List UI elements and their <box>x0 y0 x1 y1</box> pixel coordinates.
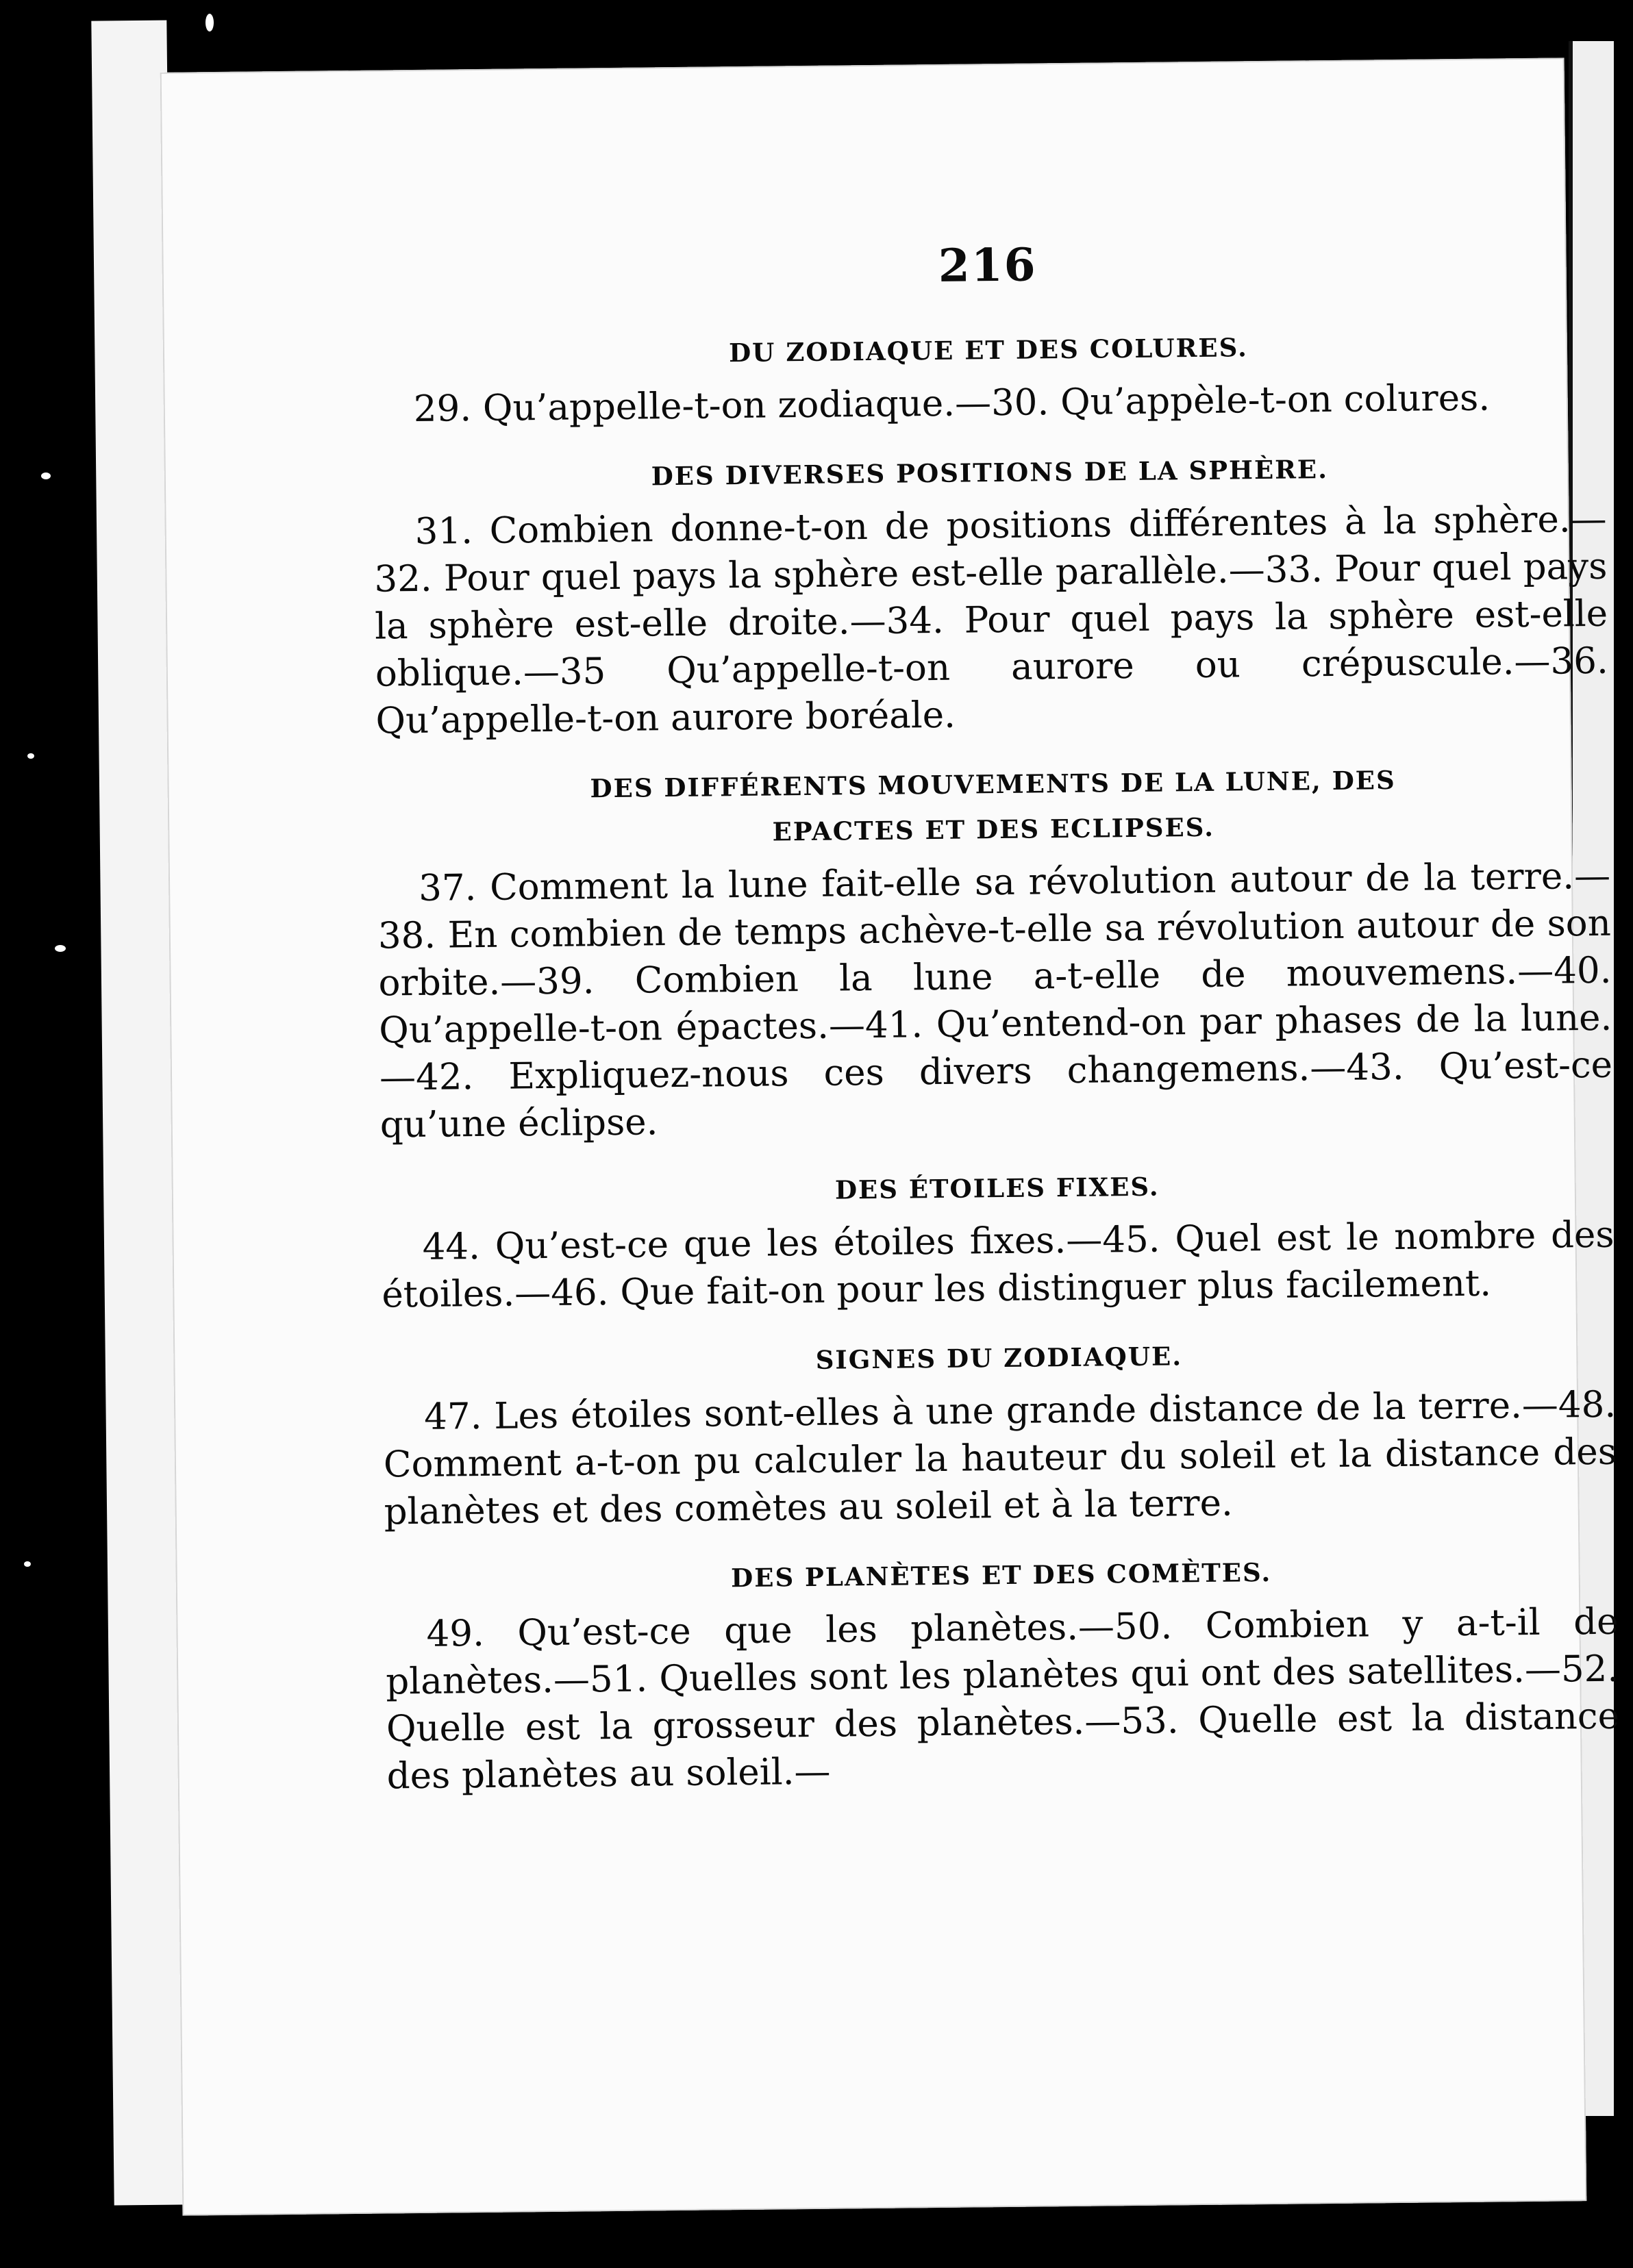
section-heading <box>384 1546 1618 1604</box>
heading-line: DES PLANÈTES ET DES COMÈTES. <box>730 1557 1272 1593</box>
section-heading <box>373 444 1607 502</box>
heading-line: DES DIVERSES POSITIONS DE LA SPHÈRE. <box>651 453 1329 492</box>
section-questions: 29. Qu’appelle-t-on zodiaque.—30. Qu’appèle-t-on colures. <box>413 377 1491 430</box>
section-heading <box>382 1329 1616 1387</box>
section-positions-sphere <box>373 444 1609 745</box>
book-page <box>160 58 1620 2215</box>
section-heading <box>381 1159 1615 1218</box>
section-questions: 44. Qu’est-ce que les étoiles fixes.—45. Quel est le nombre des étoiles.—46. Que fait-on pour les distinguer plus facilement. <box>382 1213 1615 1316</box>
scan-speck <box>24 1561 31 1567</box>
section-signes-zodiaque <box>382 1329 1617 1536</box>
heading-line: SIGNES DU ZODIAQUE. <box>815 1341 1183 1375</box>
section-questions: 37. Comment la lune fait-elle sa révolution autour de la terre.—38. En combien de temps achève-t-elle sa révolution autour de son orbite.—39. Combien la lune a-t-elle de mouvemens.—40. Qu’appelle-t-on épactes.—41. Qu’entend-on par phases de la lune.—42. Expliquez-nous ces divers changemens.—43. Qu’est-ce qu’une éclipse. <box>377 855 1613 1146</box>
heading-line: EPACTES ET DES ECLIPSES. <box>772 811 1215 847</box>
heading-line: DU ZODIAQUE ET DES COLURES. <box>728 332 1249 368</box>
section-questions: 31. Combien donne-t-on de positions différentes à la sphère.—32. Pour quel pays la sphère est-elle parallèle.—33. Pour quel pays la sphère est-elle droite.—34. Pour quel pays la sphère est-elle oblique.—35 Qu’appelle-t-on aurore ou crépuscule.—36. Qu’appelle-t-on aurore boréale. <box>374 498 1609 742</box>
section-etoiles-fixes <box>381 1159 1615 1319</box>
section-questions: 49. Qu’est-ce que les planètes.—50. Combien y a-t-il de planètes.—51. Quelles sont les planètes qui ont des satellites.—52. Quelle est la grosseur des planètes.—53. Quelle est la distance des planètes au soleil.— <box>385 1600 1620 1798</box>
section-heading <box>376 755 1610 859</box>
section-heading <box>372 321 1606 379</box>
scan-speck <box>55 945 66 952</box>
page-number: 216 <box>938 238 1037 292</box>
heading-line: DES ÉTOILES FIXES. <box>834 1171 1160 1205</box>
scan-speck <box>27 753 34 759</box>
section-questions: 47. Les étoiles sont-elles à une grande distance de la terre.—48. Comment a-t-on pu calculer la hauteur du soleil et la distance des planètes et des comètes au soleil et à la terre. <box>383 1383 1617 1533</box>
scan-speck <box>41 473 51 479</box>
page-text <box>371 232 1620 1824</box>
section-zodiaque-colures <box>372 321 1606 433</box>
section-planetes-cometes <box>384 1546 1620 1800</box>
section-mouvements-lune <box>376 755 1613 1149</box>
scan-speck <box>205 14 214 32</box>
heading-line: DES DIFFÉRENTS MOUVEMENTS DE LA LUNE, DES <box>590 764 1396 804</box>
